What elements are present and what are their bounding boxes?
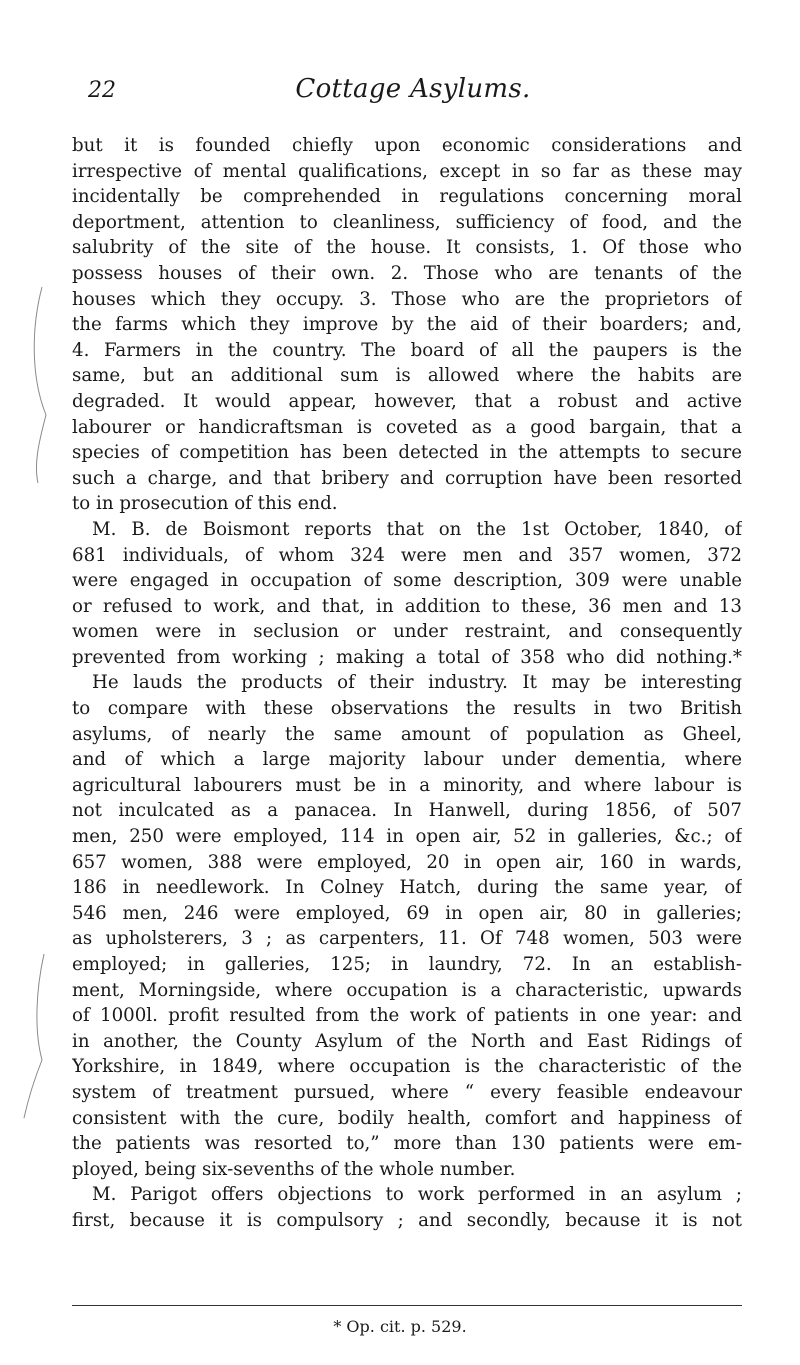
text-line: labourer or handicraftsman is coveted as a good bargain, that a (72, 416, 742, 438)
text-line: to compare with these observations the results in two British (72, 698, 742, 720)
text-line: as upholsterers, 3 ; as carpenters, 11. Of 748 women, 503 were (72, 928, 742, 950)
text-line: 4. Farmers in the country. The board of all the paupers is the (72, 339, 742, 361)
text-line: Yorkshire, in 1849, where occupation is the characteristic of the (72, 1056, 742, 1078)
text-line: agricultural labourers must be in a minority, and where labour is (72, 774, 742, 796)
text-line: but it is founded chiefly upon economic considerations and (72, 135, 742, 156)
text-line: or refused to work, and that, in addition to these, 36 men and 13 (72, 595, 742, 617)
text-line: prevented from working ; making a total of 358 who did nothing.* (72, 646, 742, 668)
text-line: degraded. It would appear, however, that a robust and active (72, 390, 742, 412)
text-line: ment, Morningside, where occupation is a characteristic, upwards (72, 979, 742, 1001)
text-line: not inculcated as a panacea. In Hanwell, during 1856, of 507 (72, 800, 742, 822)
text-line: in another, the County Asylum of the North and East Ridings of (72, 1030, 742, 1052)
text-line: men, 250 were employed, 114 in open air, 52 in galleries, &c.; of (72, 826, 742, 848)
margin-pencil-mark-upper (24, 285, 54, 485)
text-line: possess houses of their own. 2. Those who are tenants of the (72, 262, 742, 284)
body-text (72, 133, 742, 1234)
text-line: the patients was resorted to,” more than 130 patients were em- (72, 1133, 742, 1155)
text-line: M. B. de Boismont reports that on the 1st October, 1840, of (92, 518, 742, 540)
text-line: salubrity of the site of the house. It consists, 1. Of those who (72, 237, 742, 259)
text-line: asylums, of nearly the same amount of population as Gheel, (72, 723, 742, 745)
text-line: deportment, attention to cleanliness, sufficiency of food, and the (72, 211, 742, 233)
text-line: system of treatment pursued, where “ every feasible endeavour (72, 1081, 742, 1103)
text-line: 681 individuals, of whom 324 were men and 357 women, 372 (72, 544, 742, 566)
text-line: irrespective of mental qualifications, except in so far as these may (72, 160, 742, 182)
text-line: He lauds the products of their industry. It may be interesting (92, 672, 742, 694)
page-number: 22 (88, 78, 116, 103)
text-line: and of which a large majority labour under dementia, where (72, 749, 742, 771)
text-line: were engaged in occupation of some description, 309 were unable (72, 570, 742, 592)
text-line: such a charge, and that bribery and corruption have been resorted (72, 467, 742, 489)
text-line: consistent with the cure, bodily health, comfort and happiness of (72, 1107, 742, 1129)
footnote-rule (72, 1305, 742, 1306)
text-line: to in prosecution of this end. (72, 493, 338, 515)
text-line: 657 women, 388 were employed, 20 in open air, 160 in wards, (72, 851, 742, 873)
text-line: the farms which they improve by the aid of their boarders; and, (72, 314, 742, 336)
text-line: species of competition has been detected in the attempts to secure (72, 442, 742, 464)
text-line: incidentally be comprehended in regulations concerning moral (72, 186, 742, 208)
text-line: 186 in needlework. In Colney Hatch, during the same year, of (72, 877, 742, 899)
running-title: Cottage Asylums. (295, 74, 531, 104)
text-line: first, because it is compulsory ; and secondly, because it is not (72, 1209, 742, 1231)
text-line: employed; in galleries, 125; in laundry, 72. In an establish- (72, 954, 742, 975)
text-line: ployed, being six-sevenths of the whole number. (72, 1158, 516, 1180)
text-line: same, but an additional sum is allowed where the habits are (72, 365, 742, 387)
text-line: of 1000l. profit resulted from the work of patients in one year: and (72, 1005, 742, 1027)
margin-pencil-mark-lower (22, 950, 56, 1120)
text-line: houses which they occupy. 3. Those who are the proprietors of (72, 288, 742, 310)
running-head (88, 74, 738, 114)
footnote: * Op. cit. p. 529. (333, 1317, 467, 1336)
text-line: 546 men, 246 were employed, 69 in open air, 80 in galleries; (72, 902, 742, 924)
text-line: women were in seclusion or under restraint, and consequently (72, 621, 742, 643)
text-line: M. Parigot offers objections to work performed in an asylum ; (92, 1184, 742, 1206)
